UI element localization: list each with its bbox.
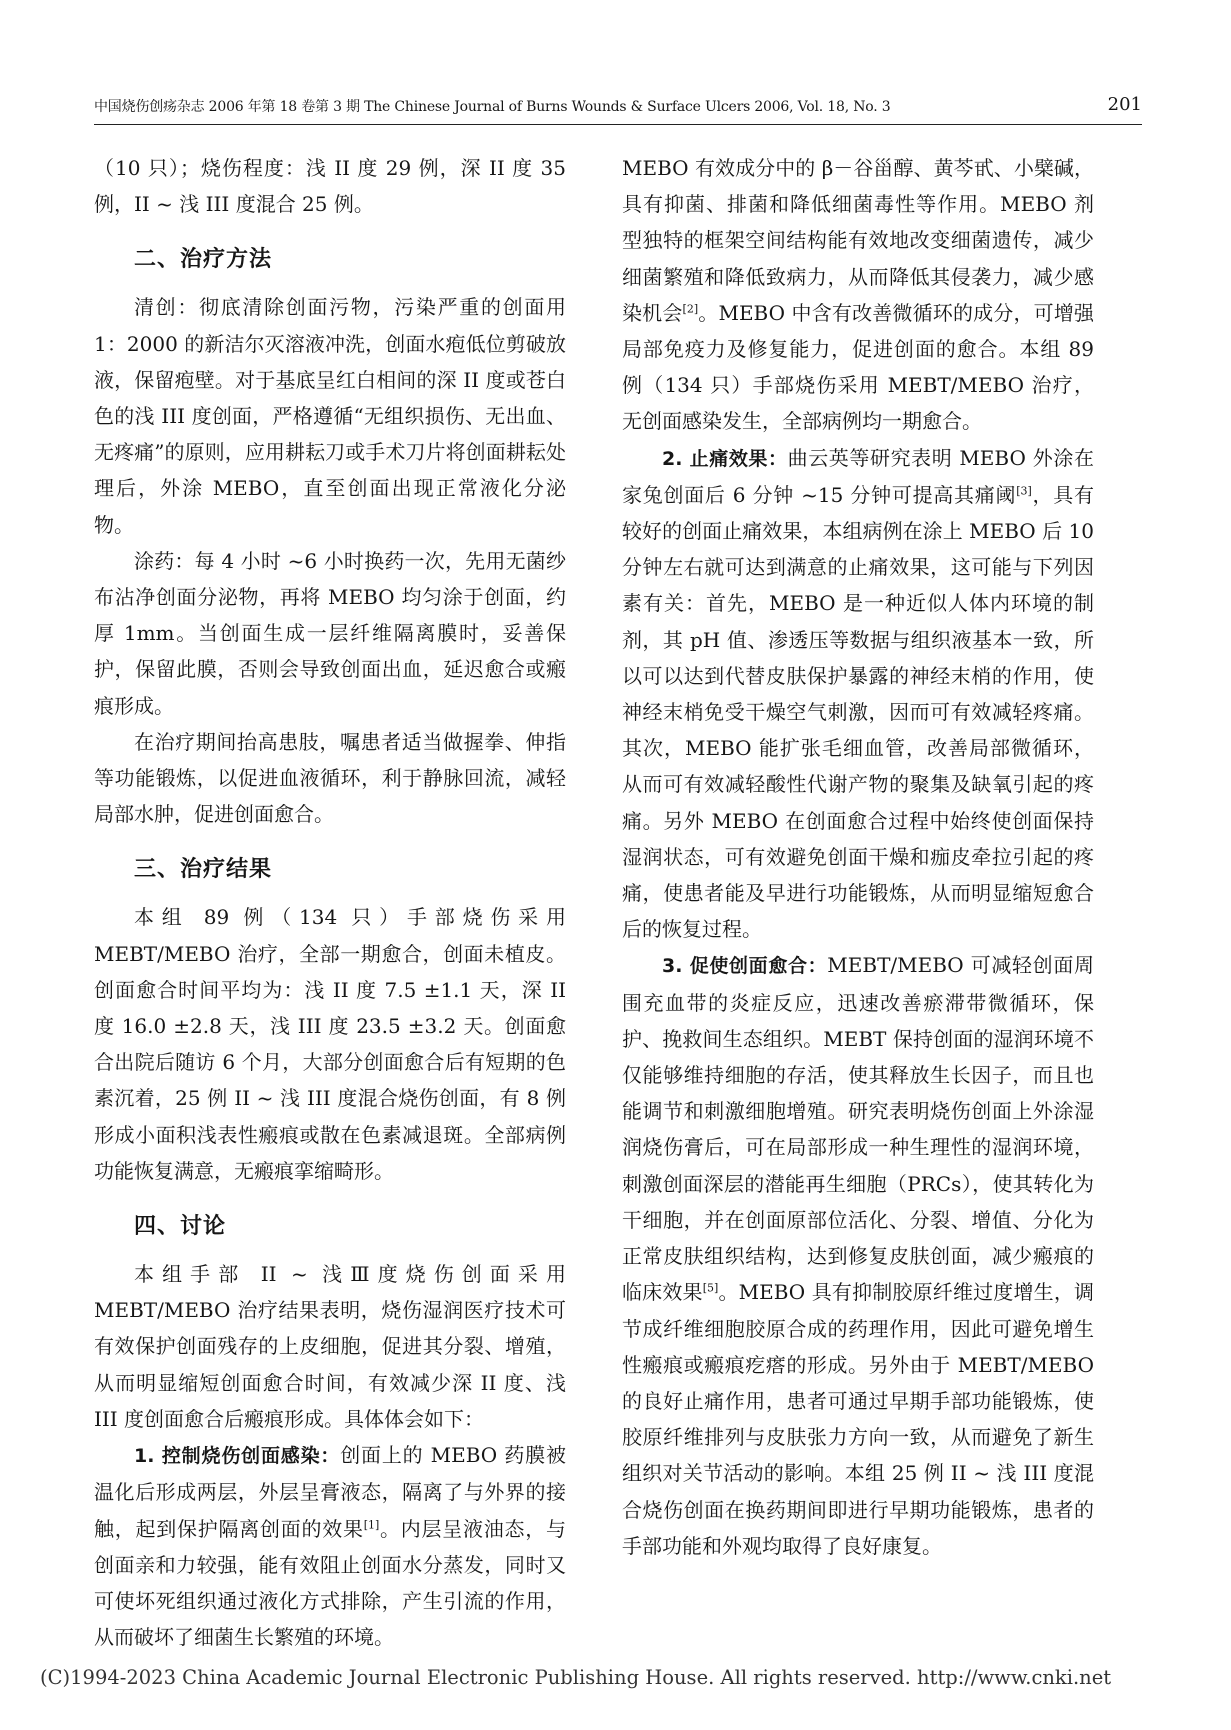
paragraph-rehab: 在治疗期间抬高患肢，嘱患者适当做握拳、伸指等功能锻炼，以促进血液循环，利于静脉回流，减轻局部水肿，促进创面愈合。 (94, 729, 566, 827)
citation-ref-5: [5] (702, 1281, 719, 1295)
citation-ref-3: [3] (1016, 484, 1032, 498)
subheading-pain-relief: 2. 止痛效果： (662, 447, 788, 470)
paragraph-discussion-intro: 本组手部 II ~ 浅Ⅲ度烧伤创面采用 MEBT/MEBO 治疗结果表明，烧伤湿润医疗技术可有效保护创面残存的上皮细胞，促进其分裂、增殖，从而明显缩短创面愈合时间，有效减少深 II 度、浅 III 度创面愈合后瘢痕形成。具体体会如下： (94, 1262, 566, 1431)
paragraph-case-summary: （10 只）；烧伤程度：浅 II 度 29 例，深 II 度 35 例，II ~ 浅 III 度混合 25 例。 (94, 156, 566, 217)
paragraph-infection-control: 1. 控制烧伤创面感染：创面上的 MEBO 药膜被温化后形成两层，外层呈膏液态，隔离了与外界的接触，起到保护隔离创面的效果[1]。内层呈液油态，与创面亲和力较强，能有效阻止创面水分蒸发，同时又可使坏死组织通过液化方式排除，产生引流的作用，从而破坏了细菌生长繁殖的环境。 (94, 1443, 567, 1650)
subheading-wound-healing: 3. 促使创面愈合： (662, 955, 828, 978)
subheading-infection-control: 1. 控制烧伤创面感染： (134, 1445, 341, 1468)
paragraph-results: 本组 89 例（134 只）手部烧伤采用 MEBT/MEBO 治疗，全部一期愈合，创面未植皮。创面愈合时间平均为：浅 II 度 7.5 ±1.1 天，深 II 度 16.0 ±2.8 天，浅 III 度 23.5 ±3.2 天。创面愈合出院后随访 6 个月，大部分创面愈合后有短期的色素沉着，25 例 II ~ 浅 III 度混合烧伤创面，有 8 例形成小面积浅表性瘢痕或散在色素减退斑。全部病例功能恢复满意，无瘢痕挛缩畸形。 (94, 905, 566, 1183)
paragraph-pain-relief: 2. 止痛效果：曲云英等研究表明 MEBO 外涂在家兔创面后 6 分钟 ~15 分钟可提高其痛阈[3]，具有较好的创面止痛效果，本组病例在涂上 MEBO 后 10 分钟左右就可达到满意的止痛效果，这可能与下列因素有关：首先，MEBO 是一种近似人体内环境的制剂，其 pH 值、渗透压等数据与组织液基本一致，所以可以达到代替皮肤保护暴露的神经末梢的作用，使神经末梢免受干燥空气刺激，因而可有效减轻疼痛。其次，MEBO 能扩张毛细血管，改善局部微循环，从而可有效减轻酸性代谢产物的聚集及缺氧引起的疼痛。另外 MEBO 在创面愈合过程中始终使创面保持湿润状态，可有效避免创面干燥和痂皮牵拉引起的疼痛，使患者能及早进行功能锻炼，从而明显缩短愈合后的恢复过程。 (622, 445, 1094, 942)
right-column (622, 150, 1094, 1564)
paragraph-mebo-antibacterial: MEBO 有效成分中的 β－谷甾醇、黄芩甙、小檗碱，具有抑菌、排菌和降低细菌毒性等作用。MEBO 剂型独特的框架空间结构能有效地改变细菌遗传，减少细菌繁殖和降低致病力，从而降低其侵袭力，减少感染机会[2]。MEBO 中含有改善微循环的成分，可增强局部免疫力及修复能力，促进创面的愈合。本组 89 例（134 只）手部烧伤采用 MEBT/MEBO 治疗，无创面感染发生，全部病例均一期愈合。 (622, 156, 1095, 434)
paragraph-dressing: 涂药：每 4 小时 ~6 小时换药一次，先用无菌纱布沾净创面分泌物，再将 MEBO 均匀涂于创面，约厚 1mm。当创面生成一层纤维隔离膜时，妥善保护，保留此膜，否则会导致创面出血，延迟愈合或瘢痕形成。 (94, 548, 566, 718)
running-header (94, 94, 1142, 125)
citation-ref-2: [2] (682, 302, 699, 316)
section-heading-treatment: 二、治疗方法 (134, 247, 273, 273)
paragraph-wound-healing: 3. 促使创面愈合：MEBT/MEBO 可减轻创面周围充血带的炎症反应，迅速改善瘀滞带微循环，保护、挽救间生态组织。MEBT 保持创面的湿润环境不仅能够维持细胞的存活，使其释放生长因子，而且也能调节和刺激细胞增殖。研究表明烧伤创面上外涂湿润烧伤膏后，可在局部形成一种生理性的湿润环境，刺激创面深层的潜能再生细胞（PRCs），使其转化为干细胞，并在创面原部位活化、分裂、增值、分化为正常皮肤组织结构，达到修复皮肤创面，减少瘢痕的临床效果[5]。MEBO 具有抑制胶原纤维过度增生，调节成纤维细胞胶原合成的药理作用，因此可避免增生性瘢痕或瘢痕疙瘩的形成。另外由于 MEBT/MEBO 的良好止痛作用，患者可通过早期手部功能锻炼，使胶原纤维排列与皮肤张力方向一致，从而避免了新生组织对关节活动的影响。本组 25 例 II ~ 浅 III 度混合烧伤创面在换药期间即进行早期功能锻炼，患者的手部功能和外观均取得了良好康复。 (622, 953, 1094, 1558)
paragraph-debridement: 清创：彻底清除创面污物，污染严重的创面用 1：2000 的新洁尔灭溶液冲洗，创面水疱低位剪破放液，保留疱壁。对于基底呈红白相间的深 II 度或苍白色的浅 III 度创面，严格遵循“无组织损伤、无出血、无疼痛”的原则，应用耕耘刀或手术刀片将创面耕耘处理后，外涂 MEBO，直至创面出现正常液化分泌物。 (94, 295, 566, 537)
page-number: 201 (1107, 94, 1142, 115)
citation-ref-1: [1] (363, 1517, 380, 1531)
section-heading-discussion: 四、讨论 (134, 1214, 227, 1240)
journal-citation: 中国烧伤创疡杂志 2006 年第 18 卷第 3 期 The Chinese Journal of Burns Wounds & Surface Ulcers 2006, Vol. 18, No. 3 (94, 99, 891, 115)
copyright-footer: (C)1994-2023 China Academic Journal Electronic Publishing House. All rights reserved. http://www.cnki.net (40, 1666, 1112, 1689)
section-heading-results: 三、治疗结果 (134, 857, 273, 883)
left-column (94, 150, 566, 1655)
